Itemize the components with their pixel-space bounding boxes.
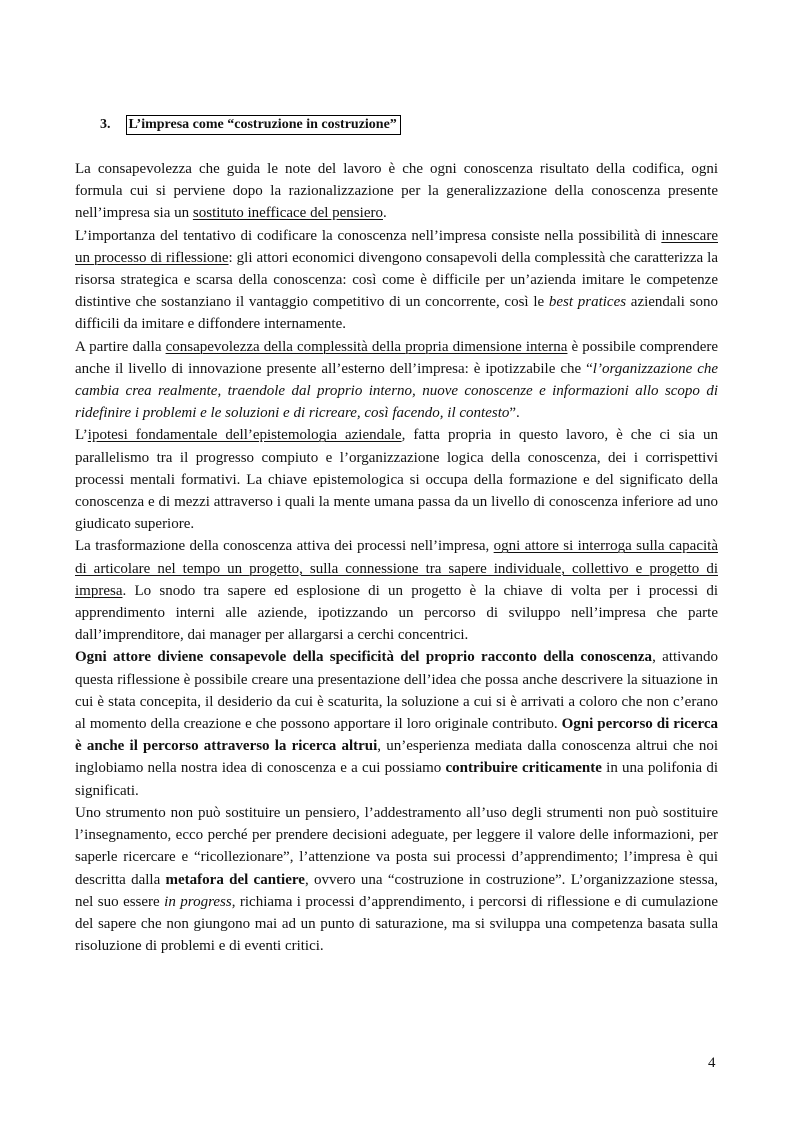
text-run: La consapevolezza che guida le note del lavoro è che ogni conoscenza risultato della codifica, ogni formula cui si perviene dopo la razionalizzazione per la generalizzazione della conoscenza presente nell’impresa sia un xyxy=(75,161,718,222)
text-run: , fatta propria in questo lavoro, è che ci sia un parallelismo tra il progresso compiuto e l’organizzazione logica della conoscenza, dei i corrispettivi processi mentali formativi. La chiave epistemologica si occupa della formazione e del significato della conoscenza e di mezzi attraverso i quali la mente umana passa da un livello di conoscenza inferiore ad uno giudicato superiore. xyxy=(75,427,718,533)
underlined-text: ipotesi fondamentale dell’epistemologia aziendale xyxy=(87,427,402,444)
text-run: , ovvero una “costruzione in costruzione”. L’organizzazione stessa, nel suo essere xyxy=(75,871,719,910)
underlined-text: innescare un processo di riflessione xyxy=(75,227,718,266)
text-run: A partire dalla xyxy=(75,338,166,355)
section-heading xyxy=(100,117,401,133)
text-run: . Lo snodo tra sapere ed esplosione di un progetto è la chiave di volta per i processi di apprendimento interni alle aziende, ipotizzando un percorso di sviluppo nell’impresa che parte dall’imprenditore, dai manager per allargarsi a cerchi concentrici. xyxy=(75,582,718,644)
paragraph xyxy=(75,424,718,535)
bold-text: contribuire criticamente xyxy=(445,760,602,777)
paragraph xyxy=(75,802,718,957)
italic-text: best pratices xyxy=(548,294,627,311)
text-run: , attivando questa riflessione è possibile creare una presentazione dell’idea che possa anche descrivere la situazione in cui è stata concepita, il desiderio da cui è scaturita, la soluzione a cui si è arrivati a coloro che non c’erano al momento della creazione e che possono apportare il loro originale contributo. xyxy=(75,649,718,733)
text-run: La trasformazione della conoscenza attiva dei processi nell’impresa, xyxy=(75,538,494,555)
text-run: L’ xyxy=(75,427,88,444)
text-run: , un’esperienza mediata dalla conoscenza altrui che noi inglobiamo nella nostra idea di conoscenza e a cui possiamo xyxy=(75,738,718,777)
underlined-text: consapevolezza della complessità della propria dimensione interna xyxy=(165,338,568,355)
text-run: . xyxy=(382,205,387,222)
text-run: L’importanza del tentativo di codificare la conoscenza nell’impresa consiste nella possibilità di xyxy=(75,227,662,244)
text-run: : gli attori economici divengono consapevoli della complessità che caratterizza la risorsa strategica e scarsa della conoscenza: così come è difficile per un’azienda imitare le competenze distintive che sostanziano il vantaggio competitivo di un concorrente, così le xyxy=(75,249,718,311)
bold-text: metafora del cantiere xyxy=(165,871,305,888)
italic-text: in progress xyxy=(164,893,232,910)
page-number: 4 xyxy=(708,1055,716,1071)
paragraph xyxy=(75,646,718,801)
text-run: ”. xyxy=(509,405,520,422)
paragraph xyxy=(75,535,718,646)
body-text xyxy=(75,158,718,957)
paragraph xyxy=(75,158,718,225)
bold-text: Ogni percorso di ricerca è anche il percorso attraverso la ricerca altrui xyxy=(75,716,718,755)
text-run: in una polifonia di significati. xyxy=(75,760,718,799)
paragraph xyxy=(75,336,718,425)
section-title: L’impresa come “costruzione in costruzione” xyxy=(126,115,401,135)
paragraph xyxy=(75,225,718,336)
underlined-text: sostituto inefficace del pensiero xyxy=(192,205,383,222)
section-number: 3. xyxy=(100,117,111,132)
text-run: , richiama i processi d’apprendimento, i percorsi di riflessione e di cumulazione del sapere che non giungono mai ad un punto di saturazione, ma si sviluppa una competenza basata sulla risoluzione di problemi e di eventi critici. xyxy=(75,893,719,955)
bold-text: Ogni attore diviene consapevole della specificità del proprio racconto della conoscenza xyxy=(75,649,653,666)
text-run: è possibile comprendere anche il livello di innovazione presente all’esterno dell’impresa: è ipotizzabile che “ xyxy=(75,338,719,377)
italic-text: l’organizzazione che cambia crea realmente, traendole dal proprio interno, nuove conoscenze e informazioni allo scopo di ridefinire i problemi e le soluzioni e di ricreare, così facendo, il contesto xyxy=(75,360,719,422)
text-run: Uno strumento non può sostituire un pensiero, l’addestramento all’uso degli strumenti non può sostituire l’insegnamento, ecco perché per prendere decisioni adeguate, per leggere il valore delle informazioni, per saperle ricercare e “ricollezionare”, l’attenzione va posta sui processi d’apprendimento; l’impresa è qui descritta dalla xyxy=(75,804,718,888)
text-run: aziendali sono difficili da imitare e diffondere internamente. xyxy=(75,294,718,333)
underlined-text: ogni attore si interroga sulla capacità di articolare nel tempo un progetto, sulla connessione tra sapere individuale, collettivo e progetto di impresa xyxy=(75,538,718,599)
